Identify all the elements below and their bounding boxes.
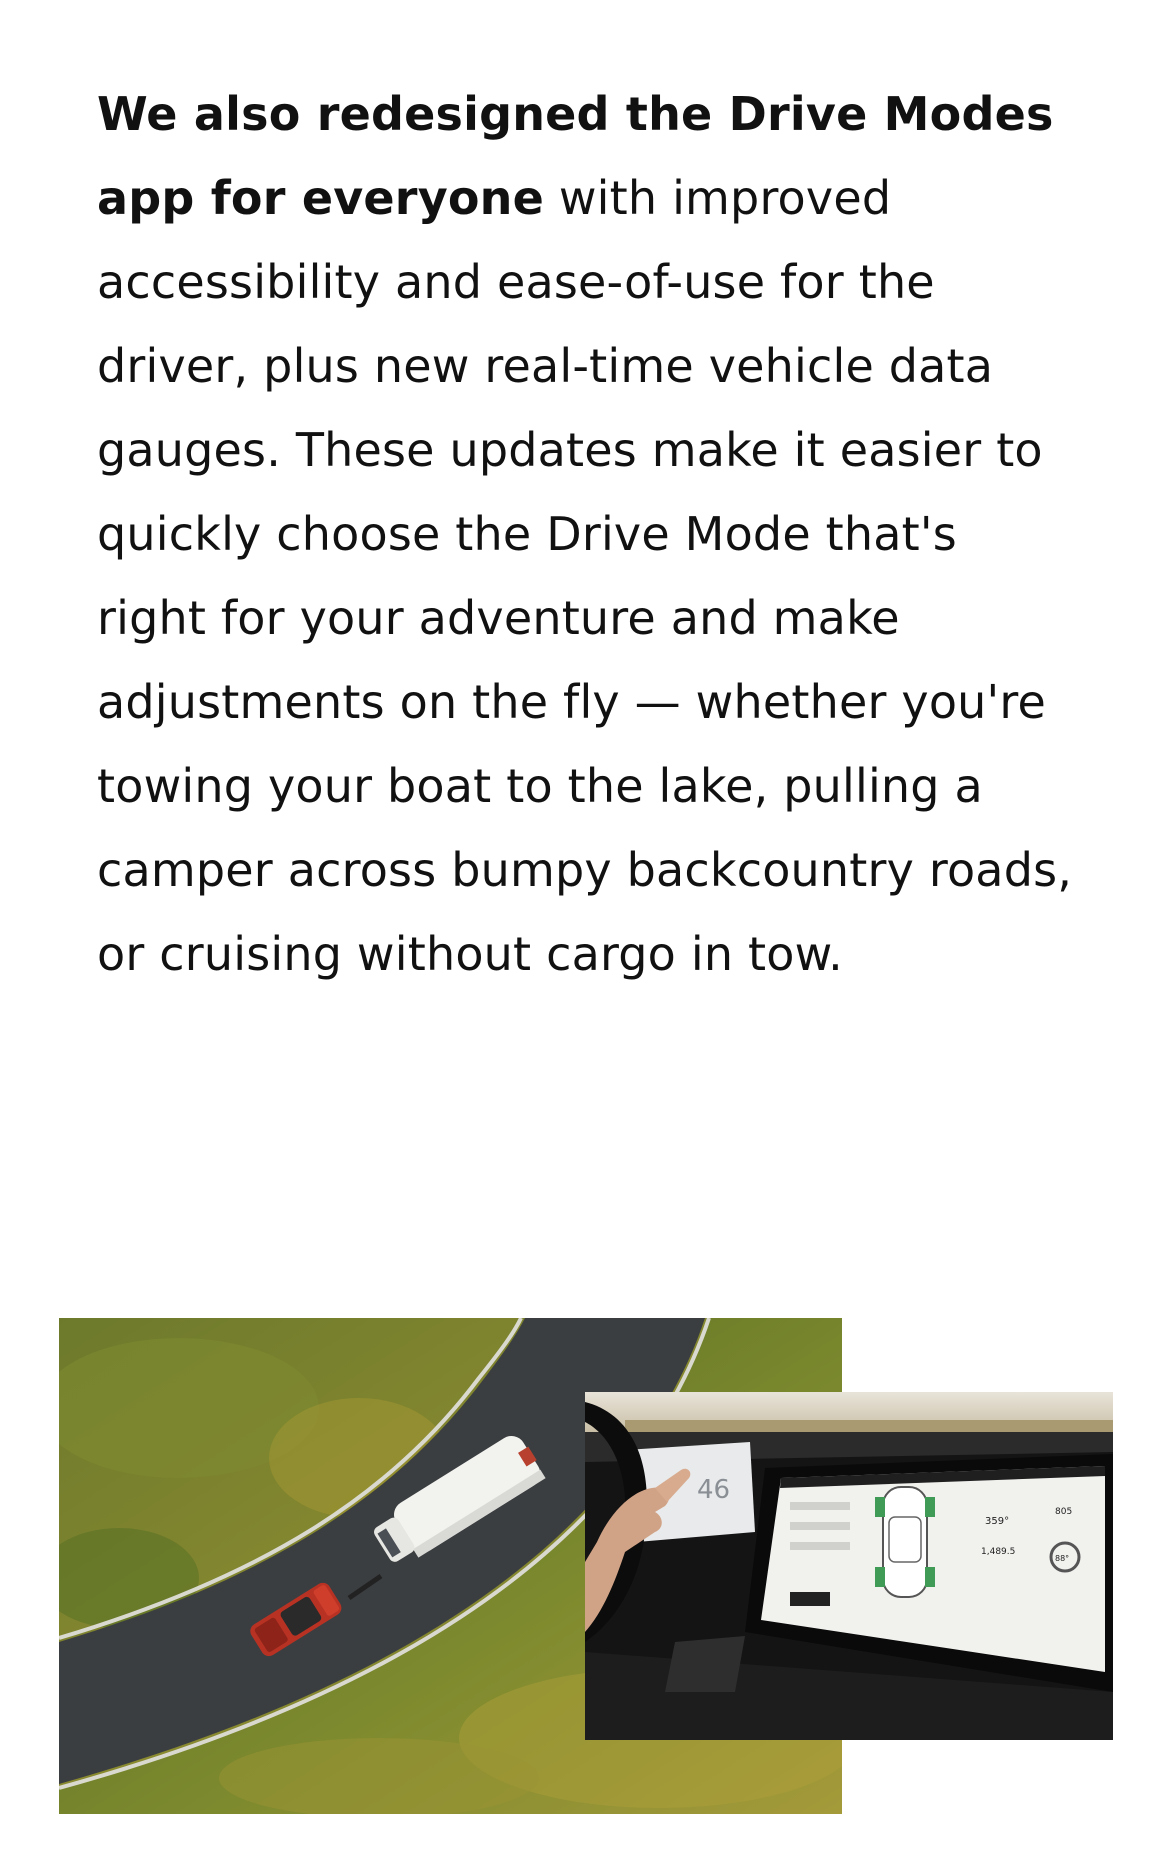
elevation-gauge: 805: [1055, 1507, 1073, 1517]
heading-gauge: 359°: [985, 1516, 1010, 1527]
article-lead-bold: We also redesigned the Drive Modes app for everyone: [97, 87, 1054, 225]
battery-temp-gauge: 88°: [1055, 1554, 1070, 1563]
odometer-gauge: 1,489.5: [981, 1547, 1016, 1557]
dashboard-photo: [585, 1392, 1113, 1740]
article-paragraph: [97, 72, 1077, 996]
driver-display-speed: 46: [697, 1475, 731, 1505]
dashboard-illustration: [585, 1392, 1113, 1740]
article-body-text: with improved accessibility and ease-of-use for the driver, plus new real-time vehicle data gauges. These updates make it easier to quickly choose the Drive Mode that's right for your adventure and make adjustments on the fly — whether you're towing your boat to the lake, pulling a camper across bumpy backcountry roads, or cruising without cargo in tow.: [97, 171, 1073, 981]
